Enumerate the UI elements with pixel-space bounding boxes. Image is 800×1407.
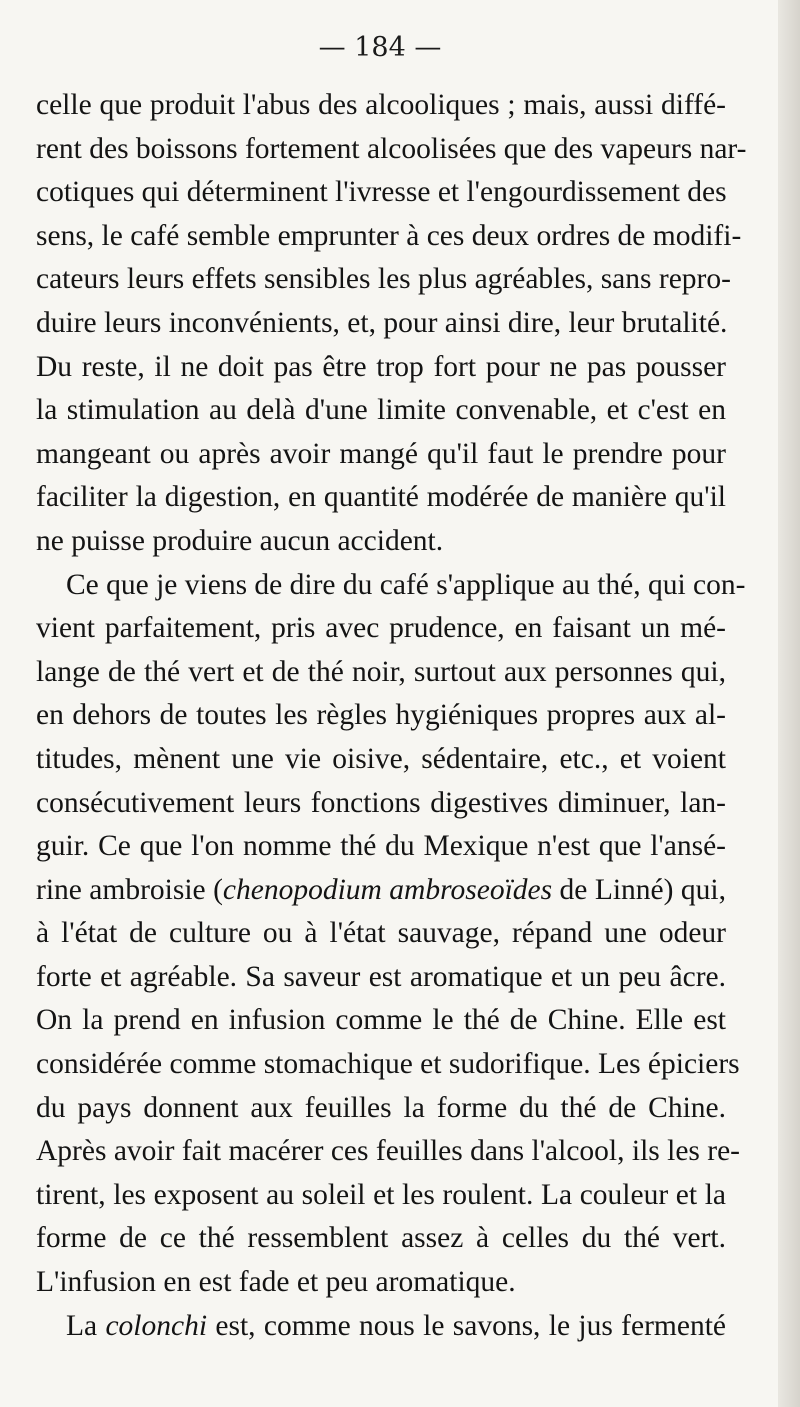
text-line: vient parfaitement, pris avec prudence, en faisant un mé-: [36, 612, 726, 645]
text-line: considérée comme stomachique et sudorifique. Les épiciers: [36, 1048, 740, 1081]
text-line: mangeant ou après avoir mangé qu'il faut le prendre pour: [36, 437, 726, 470]
text-line: Après avoir fait macérer ces feuilles dans l'alcool, ils les re-: [36, 1135, 741, 1168]
text-segment: rine ambroisie (: [36, 873, 223, 906]
text-line: celle que produit l'abus des alcooliques ; mais, aussi diffé-: [36, 89, 726, 121]
text-line: Ce que je viens de dire du café s'applique au thé, qui con-: [66, 568, 746, 601]
text-line: On la prend en infusion comme le thé de Chine. Elle est: [36, 1004, 726, 1037]
paragraph-1: [36, 84, 747, 564]
text-line: tirent, les exposent au soleil et les roulent. La couleur et la: [36, 1178, 726, 1211]
text-line: sens, le café semble emprunter à ces deux ordres de modifi-: [36, 219, 742, 252]
text-line-with-italic: [36, 1305, 726, 1349]
page-number: — 184 —: [318, 32, 442, 63]
italic-term: colonchi: [105, 1309, 208, 1342]
paragraph-3: [36, 1305, 726, 1349]
text-segment: est, comme nous le savons, le jus fermenté: [207, 1309, 726, 1342]
text-line: du pays donnent aux feuilles la forme du thé de Chine.: [36, 1091, 726, 1124]
text-segment: de Linné) qui,: [552, 873, 726, 906]
text-line: en dehors de toutes les règles hygiéniques propres aux al-: [36, 699, 726, 732]
text-line-with-italic: [36, 869, 726, 913]
text-line: forme de ce thé ressemblent assez à celles du thé vert.: [36, 1222, 726, 1255]
paragraph-2: [36, 564, 746, 1305]
text-line: consécutivement leurs fonctions digestives diminuer, lan-: [36, 786, 726, 819]
body-text: [36, 84, 747, 1348]
text-line: lange de thé vert et de thé noir, surtout aux personnes qui,: [36, 655, 726, 688]
text-line: Du reste, il ne doit pas être trop fort pour ne pas pousser: [36, 350, 726, 383]
text-line: duire leurs inconvénients, et, pour ainsi dire, leur brutalité.: [36, 306, 728, 339]
text-line: titudes, mènent une vie oisive, sédentaire, etc., et voient: [36, 742, 726, 775]
text-line: ne puisse produire aucun accident.: [36, 524, 444, 557]
page-edge-shadow: [778, 0, 800, 1407]
text-line: rent des boissons fortement alcoolisées que des vapeurs nar-: [36, 132, 747, 165]
text-line: forte et agréable. Sa saveur est aromatique et un peu âcre.: [36, 960, 726, 993]
italic-latin-name: chenopodium ambroseoïdes: [222, 873, 553, 906]
text-line: cateurs leurs effets sensibles les plus agréables, sans repro-: [36, 263, 731, 296]
text-line: faciliter la digestion, en quantité modérée de manière qu'il: [36, 481, 726, 514]
text-line: L'infusion en est fade et peu aromatique.: [36, 1266, 516, 1299]
text-segment: La: [66, 1309, 106, 1342]
text-line: la stimulation au delà d'une limite convenable, et c'est en: [36, 394, 726, 427]
text-line: guir. Ce que l'on nomme thé du Mexique n'est que l'ansé-: [36, 830, 726, 863]
text-line: cotiques qui déterminent l'ivresse et l'engourdissement des: [36, 176, 727, 209]
text-line: à l'état de culture ou à l'état sauvage, répand une odeur: [36, 917, 726, 950]
